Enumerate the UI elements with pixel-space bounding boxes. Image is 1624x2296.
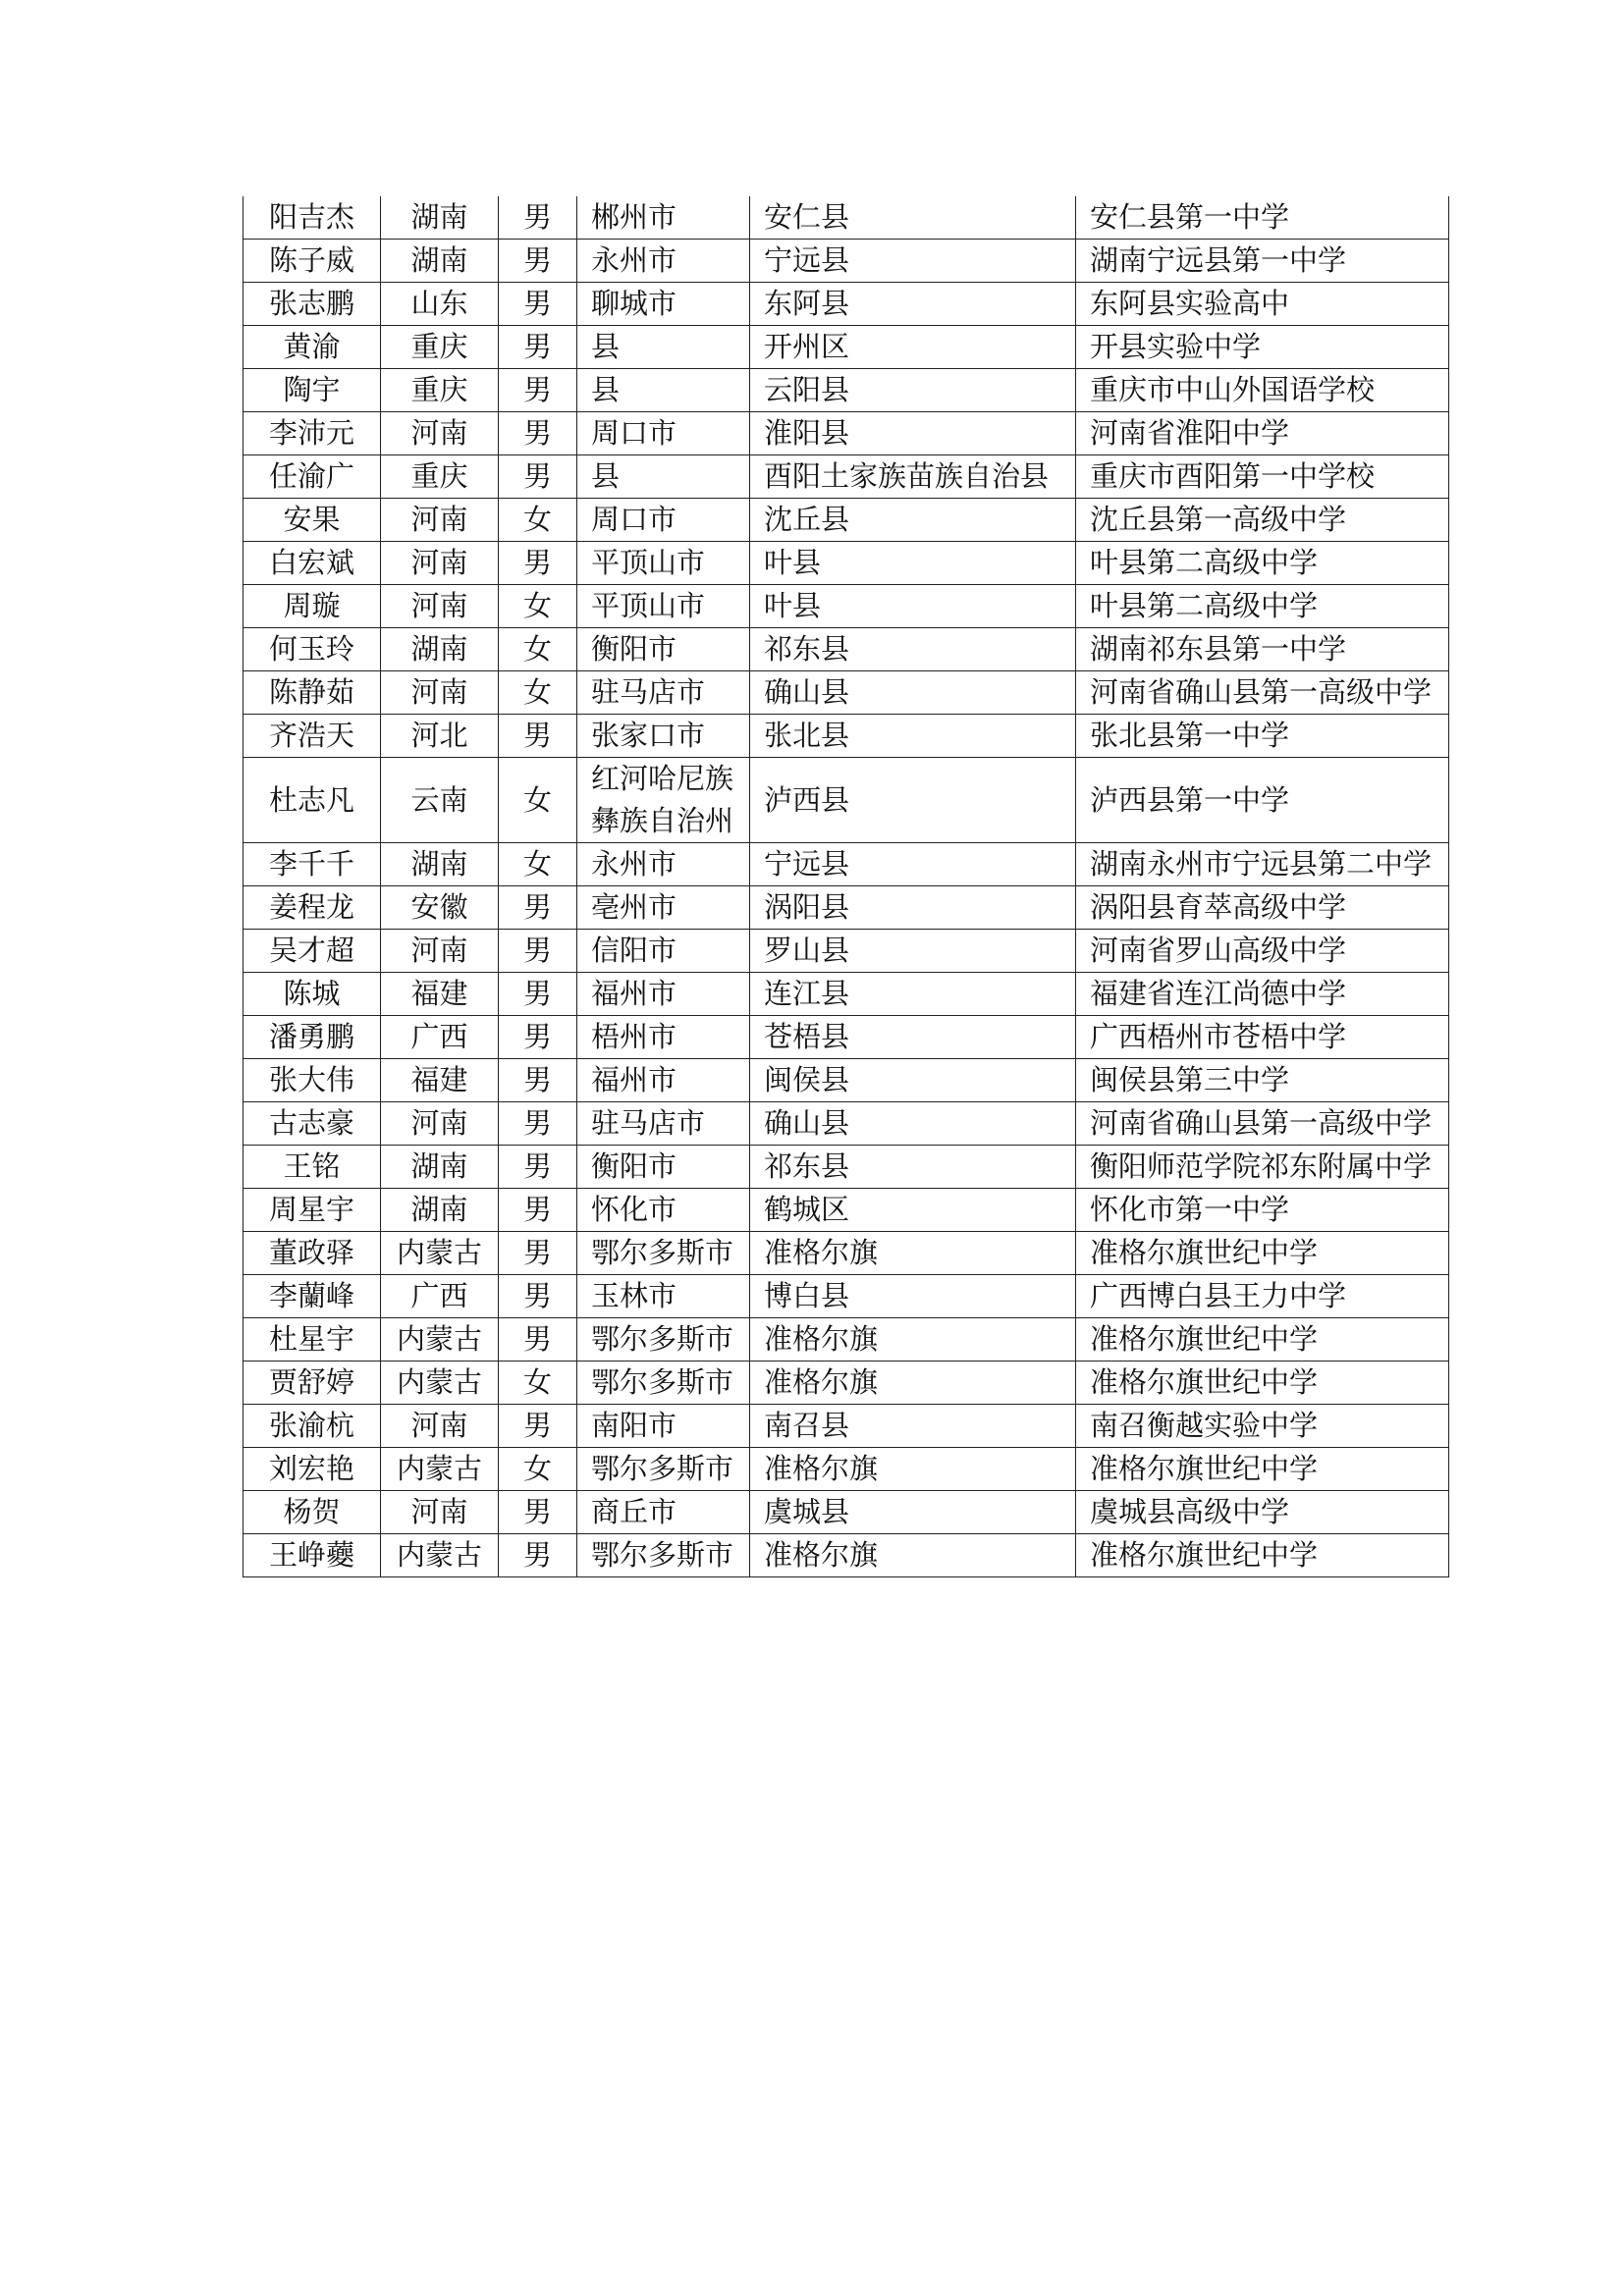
cell-name: 古志豪 [244, 1102, 381, 1146]
cell-name: 陈子威 [244, 240, 381, 283]
cell-province: 河南 [381, 412, 499, 455]
table-row [244, 758, 1449, 843]
cell-gender: 女 [499, 671, 577, 715]
cell-school: 叶县第二高级中学 [1076, 542, 1449, 585]
table-row [244, 1448, 1449, 1491]
cell-province: 湖南 [381, 240, 499, 283]
cell-county: 泸西县 [750, 758, 1076, 843]
cell-county: 准格尔旗 [750, 1232, 1076, 1275]
cell-county: 涡阳县 [750, 886, 1076, 930]
cell-city: 永州市 [577, 843, 750, 886]
cell-county: 苍梧县 [750, 1016, 1076, 1059]
cell-name: 陈静茹 [244, 671, 381, 715]
cell-gender: 男 [499, 1102, 577, 1146]
cell-gender: 男 [499, 1232, 577, 1275]
cell-city: 梧州市 [577, 1016, 750, 1059]
cell-city: 南阳市 [577, 1405, 750, 1448]
cell-name: 李蘭峰 [244, 1275, 381, 1318]
table-row [244, 1102, 1449, 1146]
cell-name: 董政驿 [244, 1232, 381, 1275]
cell-school: 准格尔旗世纪中学 [1076, 1318, 1449, 1362]
cell-name: 王铭 [244, 1146, 381, 1189]
cell-school: 张北县第一中学 [1076, 715, 1449, 758]
table-row [244, 1232, 1449, 1275]
cell-city: 张家口市 [577, 715, 750, 758]
cell-school: 准格尔旗世纪中学 [1076, 1232, 1449, 1275]
table-row [244, 1275, 1449, 1318]
table-row [244, 1362, 1449, 1405]
cell-province: 内蒙古 [381, 1232, 499, 1275]
cell-county: 祁东县 [750, 1146, 1076, 1189]
cell-name: 王峥蘷 [244, 1534, 381, 1577]
cell-province: 河南 [381, 1102, 499, 1146]
cell-county: 东阿县 [750, 283, 1076, 326]
cell-province: 河南 [381, 1491, 499, 1534]
cell-name: 贾舒婷 [244, 1362, 381, 1405]
cell-province: 重庆 [381, 326, 499, 369]
cell-school: 怀化市第一中学 [1076, 1189, 1449, 1232]
cell-county: 张北县 [750, 715, 1076, 758]
cell-province: 广西 [381, 1016, 499, 1059]
cell-gender: 男 [499, 1059, 577, 1102]
cell-school: 沈丘县第一高级中学 [1076, 499, 1449, 542]
cell-city: 玉林市 [577, 1275, 750, 1318]
cell-city: 周口市 [577, 412, 750, 455]
roster-body [244, 196, 1449, 1577]
cell-province: 湖南 [381, 1146, 499, 1189]
table-row [244, 1059, 1449, 1102]
table-row [244, 886, 1449, 930]
cell-county: 闽侯县 [750, 1059, 1076, 1102]
cell-gender: 男 [499, 1189, 577, 1232]
table-row [244, 671, 1449, 715]
table-row [244, 1491, 1449, 1534]
table-row [244, 715, 1449, 758]
cell-name: 吴才超 [244, 930, 381, 973]
cell-county: 鹤城区 [750, 1189, 1076, 1232]
cell-city: 鄂尔多斯市 [577, 1362, 750, 1405]
cell-school: 闽侯县第三中学 [1076, 1059, 1449, 1102]
cell-name: 齐浩天 [244, 715, 381, 758]
cell-city: 周口市 [577, 499, 750, 542]
cell-name: 白宏斌 [244, 542, 381, 585]
table-row [244, 973, 1449, 1016]
cell-county: 确山县 [750, 1102, 1076, 1146]
cell-gender: 男 [499, 283, 577, 326]
table-row [244, 326, 1449, 369]
cell-county: 连江县 [750, 973, 1076, 1016]
cell-city: 鄂尔多斯市 [577, 1448, 750, 1491]
cell-name: 周星宇 [244, 1189, 381, 1232]
cell-county: 叶县 [750, 542, 1076, 585]
cell-gender: 女 [499, 585, 577, 628]
cell-gender: 男 [499, 196, 577, 240]
cell-school: 泸西县第一中学 [1076, 758, 1449, 843]
cell-county: 叶县 [750, 585, 1076, 628]
cell-gender: 男 [499, 455, 577, 499]
cell-county: 罗山县 [750, 930, 1076, 973]
cell-city: 福州市 [577, 973, 750, 1016]
cell-gender: 男 [499, 412, 577, 455]
cell-gender: 男 [499, 1491, 577, 1534]
table-row [244, 283, 1449, 326]
cell-city: 鄂尔多斯市 [577, 1318, 750, 1362]
cell-city: 福州市 [577, 1059, 750, 1102]
cell-city: 信阳市 [577, 930, 750, 973]
table-row [244, 1146, 1449, 1189]
cell-city: 平顶山市 [577, 542, 750, 585]
table-row [244, 455, 1449, 499]
cell-gender: 男 [499, 326, 577, 369]
cell-gender: 男 [499, 1318, 577, 1362]
cell-province: 河南 [381, 671, 499, 715]
cell-name: 杜志凡 [244, 758, 381, 843]
cell-city: 聊城市 [577, 283, 750, 326]
cell-name: 姜程龙 [244, 886, 381, 930]
cell-province: 河北 [381, 715, 499, 758]
cell-name: 阳吉杰 [244, 196, 381, 240]
cell-county: 准格尔旗 [750, 1318, 1076, 1362]
table-row [244, 843, 1449, 886]
cell-province: 重庆 [381, 455, 499, 499]
cell-school: 湖南宁远县第一中学 [1076, 240, 1449, 283]
cell-city: 永州市 [577, 240, 750, 283]
cell-city: 衡阳市 [577, 628, 750, 671]
cell-province: 河南 [381, 930, 499, 973]
cell-school: 南召衡越实验中学 [1076, 1405, 1449, 1448]
cell-name: 潘勇鹏 [244, 1016, 381, 1059]
cell-city: 衡阳市 [577, 1146, 750, 1189]
cell-name: 周璇 [244, 585, 381, 628]
cell-gender: 男 [499, 886, 577, 930]
cell-county: 宁远县 [750, 843, 1076, 886]
cell-school: 河南省确山县第一高级中学 [1076, 671, 1449, 715]
cell-city: 商丘市 [577, 1491, 750, 1534]
cell-school: 安仁县第一中学 [1076, 196, 1449, 240]
cell-county: 祁东县 [750, 628, 1076, 671]
cell-school: 河南省确山县第一高级中学 [1076, 1102, 1449, 1146]
cell-county: 开州区 [750, 326, 1076, 369]
cell-province: 湖南 [381, 628, 499, 671]
cell-gender: 男 [499, 369, 577, 412]
table-row [244, 412, 1449, 455]
cell-school: 重庆市酉阳第一中学校 [1076, 455, 1449, 499]
cell-gender: 男 [499, 1405, 577, 1448]
cell-gender: 男 [499, 930, 577, 973]
cell-gender: 女 [499, 628, 577, 671]
cell-city: 郴州市 [577, 196, 750, 240]
cell-province: 山东 [381, 283, 499, 326]
cell-province: 内蒙古 [381, 1318, 499, 1362]
table-row [244, 930, 1449, 973]
cell-city: 红河哈尼族彝族自治州 [577, 758, 750, 843]
cell-gender: 男 [499, 1146, 577, 1189]
cell-gender: 女 [499, 843, 577, 886]
cell-city: 鄂尔多斯市 [577, 1232, 750, 1275]
cell-school: 准格尔旗世纪中学 [1076, 1534, 1449, 1577]
cell-province: 内蒙古 [381, 1534, 499, 1577]
cell-gender: 男 [499, 240, 577, 283]
cell-county: 南召县 [750, 1405, 1076, 1448]
cell-school: 准格尔旗世纪中学 [1076, 1448, 1449, 1491]
cell-gender: 女 [499, 758, 577, 843]
cell-gender: 男 [499, 1016, 577, 1059]
cell-city: 鄂尔多斯市 [577, 1534, 750, 1577]
cell-school: 广西博白县王力中学 [1076, 1275, 1449, 1318]
cell-province: 内蒙古 [381, 1362, 499, 1405]
table-row [244, 542, 1449, 585]
cell-school: 河南省罗山高级中学 [1076, 930, 1449, 973]
cell-name: 何玉玲 [244, 628, 381, 671]
cell-name: 黄渝 [244, 326, 381, 369]
cell-gender: 男 [499, 715, 577, 758]
cell-province: 河南 [381, 585, 499, 628]
cell-school: 广西梧州市苍梧中学 [1076, 1016, 1449, 1059]
cell-province: 安徽 [381, 886, 499, 930]
cell-city: 亳州市 [577, 886, 750, 930]
cell-county: 准格尔旗 [750, 1448, 1076, 1491]
cell-school: 湖南祁东县第一中学 [1076, 628, 1449, 671]
cell-school: 涡阳县育萃高级中学 [1076, 886, 1449, 930]
table-row [244, 369, 1449, 412]
cell-school: 衡阳师范学院祁东附属中学 [1076, 1146, 1449, 1189]
cell-school: 福建省连江尚德中学 [1076, 973, 1449, 1016]
cell-city: 县 [577, 455, 750, 499]
cell-name: 任渝广 [244, 455, 381, 499]
cell-province: 河南 [381, 542, 499, 585]
table-row [244, 240, 1449, 283]
table-row [244, 499, 1449, 542]
cell-county: 沈丘县 [750, 499, 1076, 542]
cell-name: 安果 [244, 499, 381, 542]
cell-name: 张渝杭 [244, 1405, 381, 1448]
cell-county: 准格尔旗 [750, 1362, 1076, 1405]
table-row [244, 1405, 1449, 1448]
cell-gender: 女 [499, 499, 577, 542]
cell-school: 重庆市中山外国语学校 [1076, 369, 1449, 412]
cell-province: 河南 [381, 499, 499, 542]
cell-province: 湖南 [381, 196, 499, 240]
cell-gender: 男 [499, 973, 577, 1016]
cell-province: 福建 [381, 1059, 499, 1102]
cell-name: 杜星宇 [244, 1318, 381, 1362]
table-row [244, 1016, 1449, 1059]
cell-gender: 男 [499, 542, 577, 585]
table-row [244, 1189, 1449, 1232]
cell-province: 广西 [381, 1275, 499, 1318]
cell-gender: 男 [499, 1275, 577, 1318]
cell-gender: 男 [499, 1534, 577, 1577]
cell-school: 河南省淮阳中学 [1076, 412, 1449, 455]
cell-province: 福建 [381, 973, 499, 1016]
cell-province: 湖南 [381, 843, 499, 886]
cell-school: 东阿县实验高中 [1076, 283, 1449, 326]
cell-city: 县 [577, 326, 750, 369]
cell-gender: 女 [499, 1362, 577, 1405]
cell-province: 河南 [381, 1405, 499, 1448]
cell-city: 县 [577, 369, 750, 412]
cell-province: 内蒙古 [381, 1448, 499, 1491]
cell-name: 李沛元 [244, 412, 381, 455]
cell-city: 怀化市 [577, 1189, 750, 1232]
cell-name: 李千千 [244, 843, 381, 886]
cell-county: 博白县 [750, 1275, 1076, 1318]
cell-school: 开县实验中学 [1076, 326, 1449, 369]
cell-county: 云阳县 [750, 369, 1076, 412]
cell-county: 酉阳土家族苗族自治县 [750, 455, 1076, 499]
table-row [244, 628, 1449, 671]
cell-county: 确山县 [750, 671, 1076, 715]
cell-school: 叶县第二高级中学 [1076, 585, 1449, 628]
cell-province: 云南 [381, 758, 499, 843]
cell-county: 虞城县 [750, 1491, 1076, 1534]
cell-county: 准格尔旗 [750, 1534, 1076, 1577]
cell-name: 陈城 [244, 973, 381, 1016]
cell-name: 杨贺 [244, 1491, 381, 1534]
cell-county: 安仁县 [750, 196, 1076, 240]
cell-school: 准格尔旗世纪中学 [1076, 1362, 1449, 1405]
cell-city: 驻马店市 [577, 671, 750, 715]
cell-name: 张大伟 [244, 1059, 381, 1102]
cell-city: 平顶山市 [577, 585, 750, 628]
cell-city: 驻马店市 [577, 1102, 750, 1146]
cell-province: 重庆 [381, 369, 499, 412]
cell-school: 虞城县高级中学 [1076, 1491, 1449, 1534]
cell-school: 湖南永州市宁远县第二中学 [1076, 843, 1449, 886]
cell-name: 张志鹏 [244, 283, 381, 326]
cell-gender: 女 [499, 1448, 577, 1491]
table-row [244, 1318, 1449, 1362]
student-roster-table [243, 196, 1449, 1577]
table-row [244, 196, 1449, 240]
cell-county: 淮阳县 [750, 412, 1076, 455]
cell-province: 湖南 [381, 1189, 499, 1232]
table-row [244, 1534, 1449, 1577]
cell-county: 宁远县 [750, 240, 1076, 283]
cell-name: 陶宇 [244, 369, 381, 412]
cell-name: 刘宏艳 [244, 1448, 381, 1491]
table-row [244, 585, 1449, 628]
